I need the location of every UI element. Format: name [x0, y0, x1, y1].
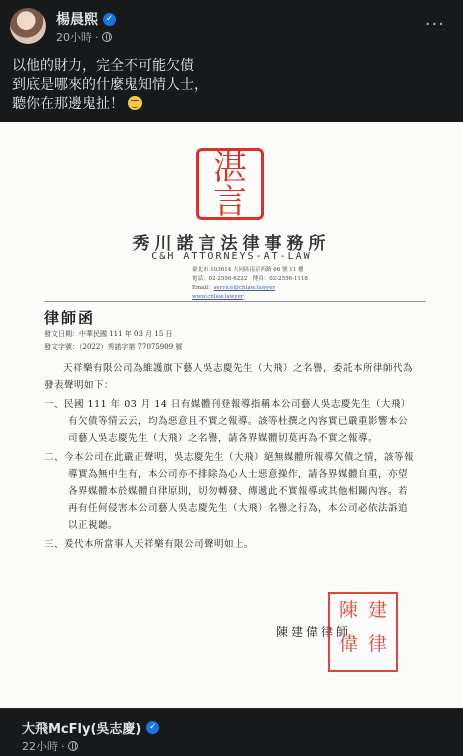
post-time[interactable]: 20小時: [56, 31, 92, 44]
comment-meta: [22, 738, 78, 754]
letter-body: [44, 360, 414, 553]
firm-name: 秀川諾言法律事務所: [132, 234, 331, 254]
firm-address: 臺北市 103614 大同區南京西路 66 號 11 樓: [192, 267, 304, 273]
post-text-line: 以他的財力，完全不可能欠債: [12, 58, 194, 74]
meta-separator: ·: [95, 30, 99, 44]
grinning-emoji-icon: [128, 96, 142, 110]
post-meta: [56, 29, 112, 45]
comment-author-name[interactable]: 大飛McFly(吳志慶): [22, 722, 142, 737]
letter-title: 律師函: [44, 309, 96, 327]
letter-item: 三、爰代本所當事人天祥樂有限公司聲明如上。: [44, 539, 255, 550]
issue-date: 發文日期：中華民國 111 年 03 月 15 日: [44, 330, 173, 338]
seal-char: 湛: [213, 148, 247, 188]
post-text-line: 到底是哪來的什麼鬼知情人士，: [12, 77, 208, 93]
globe-icon: [68, 741, 78, 751]
post-text-line: 聽你在那邊鬼扯！: [12, 95, 452, 114]
more-options-icon[interactable]: ···: [424, 14, 445, 35]
meta-separator: ·: [61, 739, 65, 753]
comment-time[interactable]: 22小時: [22, 740, 58, 753]
firm-email: Email：service@chlaw.lawyer: [192, 285, 276, 291]
author-avatar[interactable]: [10, 8, 46, 44]
verified-badge-icon: ✓: [103, 13, 116, 26]
verified-badge-icon: ✓: [146, 721, 159, 734]
post-image-lawyer-letter[interactable]: [0, 122, 463, 708]
post-author[interactable]: [56, 9, 116, 29]
letter-item: 一、民國 111 年 03 月 14 日有媒體刊登報導指稱本公司藝人吳志慶先生（大飛）有欠債等情云云，均為惡意且不實之報導。該等杜撰之內容實已嚴重影響本公司藝人吳志慶先生（大飛）之名譽，請各界媒體切莫再為不實之報導。: [44, 399, 411, 444]
post-text: [12, 57, 452, 114]
firm-website: www.chlaw.lawyer: [192, 294, 244, 300]
firm-phone: 電話：02-2556-6222 傳真：02-2556-1118: [192, 276, 308, 282]
law-firm-seal-logo: [196, 148, 264, 220]
firm-name-english: C&H ATTORNEYS-AT-LAW: [151, 251, 312, 262]
seal-char: 言: [213, 182, 247, 222]
firm-contact: [192, 266, 372, 302]
comment-author[interactable]: [22, 718, 159, 737]
issue-number: 發文字號：（2022）秀諾字第 77075909 號: [44, 343, 183, 351]
comment-header: [0, 708, 463, 756]
header-divider: [44, 301, 426, 302]
post-author-name[interactable]: 楊晨熙: [56, 12, 98, 28]
globe-icon: [102, 32, 112, 42]
letter-signer: 陳建偉律師: [276, 625, 352, 639]
lawyer-seal-stamp: 陳 建 偉 律: [328, 592, 398, 672]
letter-intro: 天祥樂有限公司為維護旗下藝人吳志慶先生（大飛）之名譽，委託本所律師代為發表聲明如下：: [44, 363, 414, 391]
post-header: [0, 0, 463, 52]
letter-item: 二、今本公司在此嚴正聲明，吳志慶先生（大飛）絕無媒體所報導欠債之情，該等報導實為無中生有，本公司亦不排除為心人士惡意操作，請各界媒體自重，亦望各界媒體本於媒體自律原則，切勿轉發、傳遞此不實報導或其他相關內容。若再有任何侵害本公司藝人吳志慶先生（大飛）名譽之行為，本公司必依法訴追以正視聽。: [44, 452, 415, 531]
